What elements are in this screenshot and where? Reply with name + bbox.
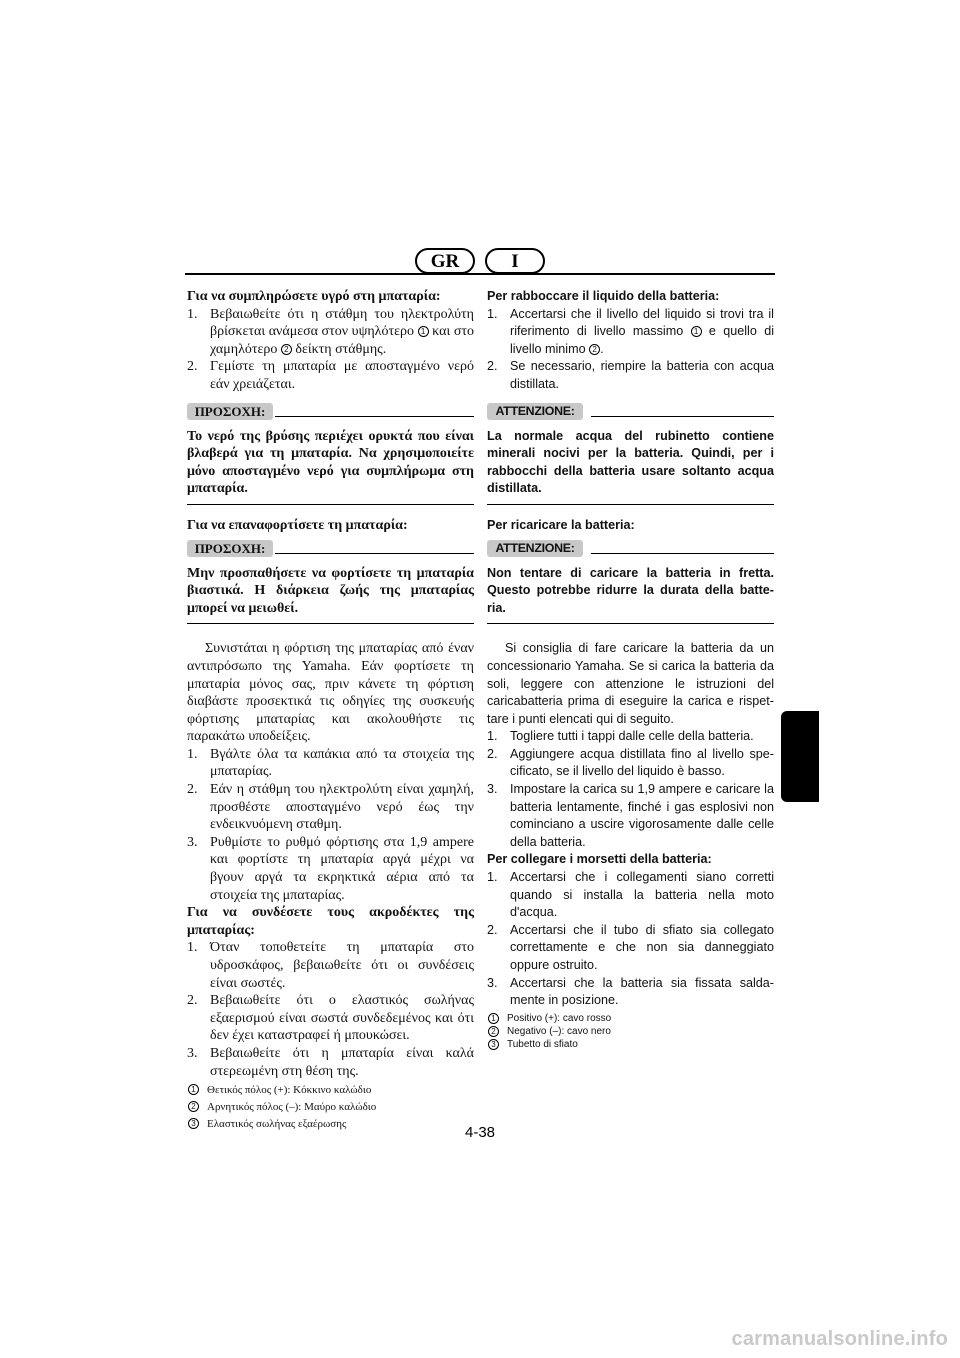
heading-connect: Για να συνδέσετε τους ακροδέκτες της μπαταρίας:	[187, 905, 474, 938]
marker-1: 1	[691, 326, 702, 337]
list-item: 2. Βεβαιωθείτε ότι ο ελαστικός σωλήνας εξαερισμού είναι σωστά συνδεδεμένος και ότι δεν έχει καταστραφεί ή μπουκώσει.	[187, 993, 474, 1044]
heading-charge: Per ricaricare la batteria:	[487, 517, 635, 532]
list-item: 3. Accertarsi che la batteria sia fissata salda-mente in posizione.	[487, 975, 774, 1008]
watermark: carmanualsonline.info	[731, 1328, 948, 1350]
caution-box	[487, 402, 774, 505]
legend-item: 1 Θετικός πόλος (+): Κόκκινο καλώδιο	[187, 1082, 474, 1099]
list-item: 2. Γεμίστε τη μπαταρία με αποσταγμένο νερό εάν χρειάζεται.	[187, 359, 474, 392]
list-item: 3. Βεβαιωθείτε ότι η μπαταρία είναι καλά στερεωμένη στη θέση της.	[187, 1045, 474, 1079]
list-item: 2. Se necessario, riempire la batteria con acqua distillata.	[487, 359, 774, 391]
greek-column	[187, 288, 474, 1133]
caution-box	[187, 539, 474, 625]
list-item: 1. Βγάλτε όλα τα καπάκια από τα στοιχεία της μπαταρίας.	[187, 746, 474, 780]
fill-steps	[487, 306, 774, 394]
list-item: 1. Βεβαιωθείτε ότι η στάθμη του ηλεκτρολύτη βρίσκεται ανάμεσα στον υψηλότερο 1 και στο χαμηλότερο 2 δείκτη στάθμης.	[187, 306, 474, 357]
section-thumb-tab	[781, 711, 819, 802]
caution-label: ATTENZIONE:	[487, 403, 583, 420]
connect-steps	[187, 939, 474, 1080]
lang-badge-greek: GR	[415, 248, 475, 274]
caution-label: ΠΡΟΣΟΧΗ:	[187, 540, 273, 557]
list-item: 1. Accertarsi che i collegamenti siano corretti quando si installa la batteria nella moto d'acqua.	[487, 870, 774, 920]
heading-fill: Per rabboccare il liquido della batteria:	[487, 289, 720, 303]
list-item: 2. Εάν η στάθμη του ηλεκτρολύτη είναι χαμηλή, προσθέστε αποσταγμένο νερό έως την ενδεικνυόμενη σταθμη.	[187, 782, 474, 833]
list-item: 1. Accertarsi che il livello del liquido si trovi tra il riferimento di livello massimo 1 e quello di livello minimo 2 .	[487, 306, 774, 356]
lang-badge-italian: I	[485, 248, 545, 274]
marker-2: 2	[589, 344, 600, 355]
list-item: 3. Ρυθμίστε το ρυθμό φόρτισης στα 1,9 ampere και φορτίστε τη μπαταρία αργά μέχρι να βγουν αργά τα εκρηκτικά αέρια από τα στοιχεία της μπαταρίας.	[187, 834, 474, 903]
marker-2: 2	[281, 344, 292, 355]
charge-steps	[187, 746, 474, 904]
connect-steps	[487, 869, 774, 1010]
caution-text: Μην προσπαθήσετε να φορτίσετε τη μπαταρία βιαστικά. Η διάρκεια ζωής της μπαταρίας μπορεί να μειωθεί.	[187, 565, 474, 616]
language-header	[185, 248, 775, 276]
italian-column	[487, 288, 774, 1051]
marker-1: 1	[418, 326, 429, 337]
caution-text: La normale acqua del rubinetto contiene minerali nocivi per la batteria. Quindi, per i rabbocchi della batteria usare soltanto acqua distillata.	[487, 428, 774, 496]
list-item: 2. Aggiungere acqua distillata fino al livello spe-cificato, se il livello del liquido è basso.	[487, 746, 774, 779]
heading-connect: Per collegare i morsetti della batteria:	[487, 852, 712, 867]
legend-item: 2 Αρνητικός πόλος (–): Μαύρο καλώδιο	[187, 1099, 474, 1116]
list-item: 1. Όταν τοποθετείτε τη μπαταρία στο υδροσκάφος, βεβαιωθείτε ότι οι συνδέσεις είναι σωστές.	[187, 940, 474, 991]
charge-paragraph: Si consiglia di fare caricare la batteria da un concessionario Yamaha. Se si carica la batteria da soli, leggere con attenzione le istruzioni del caricabatteria prima di eseguire la carica e rispet-tare i punti elencati qui di seguito.	[487, 641, 774, 726]
heading-charge: Για να επαναφορτίσετε τη μπαταρία:	[187, 517, 408, 533]
page-number: 4-38	[464, 1124, 496, 1141]
heading-fill: Για να συμπληρώσετε υγρό στη μπαταρία:	[187, 289, 441, 304]
legend-item: 3 Ελαστικός σωλήνας εξαέρωσης	[187, 1116, 474, 1133]
legend-item: 3 Tubetto di sfiato	[487, 1038, 774, 1051]
list-item: 2. Accertarsi che il tubo di sfiato sia collegato correttamente e che non sia danneggiato oppure ostruito.	[487, 922, 774, 972]
list-item: 1. Togliere tutti i tappi dalle celle della batteria.	[487, 729, 754, 744]
caution-text: Non tentare di caricare la batteria in fretta. Questo potrebbe ridurre la durata della batte-ria.	[487, 565, 774, 615]
legend-item: 2 Negativo (–): cavo nero	[487, 1025, 774, 1038]
legend-item: 1 Positivo (+): cavo rosso	[487, 1012, 774, 1025]
caution-text: Το νερό της βρύσης περιέχει ορυκτά που είναι βλαβερά για τη μπαταρία. Να χρησιμοποιείτε μόνο αποσταγμένο νερό για συμπλήρωμα στη μπαταρία.	[187, 428, 474, 497]
charge-steps	[487, 728, 774, 851]
caution-box	[187, 402, 474, 505]
charge-paragraph: Συνιστάται η φόρτιση της μπαταρίας από έναν αντιπρόσωπο της Yamaha. Εάν φορτίσετε τη μπαταρία μόνος σας, πριν κάνετε τη φόρτιση διαβάστε προσεκτικά τις οδηγίες της συσκευής φόρτισης μπαταρίας και ακολουθήστε τις παρακάτω υποδείξεις.	[187, 641, 474, 745]
caution-box	[487, 539, 774, 625]
header-rule	[185, 273, 775, 275]
fill-steps	[187, 306, 474, 394]
legend-notes	[487, 1012, 774, 1051]
list-item: 3. Impostare la carica su 1,9 ampere e caricare la batteria lentamente, finché i gas esplosivi non cominciano a uscire vigorosamente dalle celle della batteria.	[487, 782, 774, 849]
caution-label: ΠΡΟΣΟΧΗ:	[187, 403, 273, 420]
caution-label: ATTENZIONE:	[487, 540, 583, 557]
